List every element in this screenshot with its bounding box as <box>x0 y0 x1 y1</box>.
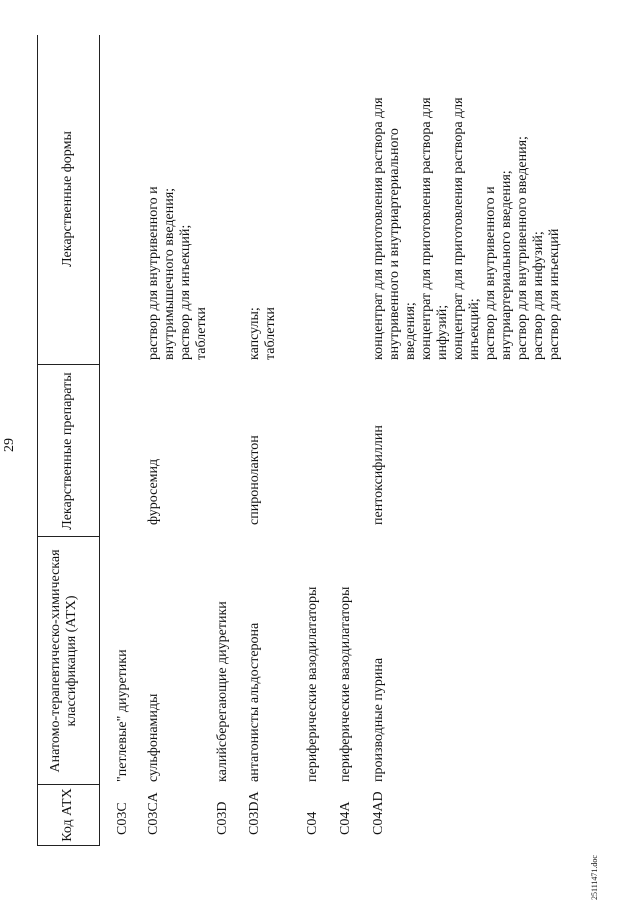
row-code: C03D <box>215 801 230 835</box>
row-code: C03C <box>115 802 130 835</box>
form-line: концентрат для приготовления раствора для <box>371 97 386 360</box>
table-header-separator <box>99 35 100 846</box>
form-line: раствор для инфузий; <box>531 231 546 360</box>
form-line: концентрат для приготовления раствора для <box>451 97 466 360</box>
form-line: концентрат для приготовления раствора для <box>419 97 434 360</box>
form-line: капсулы; <box>247 307 262 360</box>
row-drug: фуросемид <box>146 458 161 525</box>
page-number: 29 <box>2 438 17 452</box>
form-line: введения; <box>403 302 418 360</box>
row-code: C04A <box>338 801 353 835</box>
header-classification: Анатомо-терапевтическо-химическая классификация (АТХ) <box>48 549 79 773</box>
row-classification: производные пурина <box>371 657 386 782</box>
form-line: внутривенного и внутриартериального <box>387 128 402 360</box>
form-line: раствор для инъекций <box>547 228 562 360</box>
table-left-border <box>37 845 100 846</box>
row-classification: сульфонамиды <box>146 693 161 782</box>
row-classification: калийсберегающие диуретики <box>215 601 230 782</box>
form-line: раствор для внутривенного и <box>146 186 161 360</box>
form-line: раствор для внутривенного и <box>483 186 498 360</box>
row-forms <box>146 186 210 360</box>
form-line: таблетки <box>263 307 278 360</box>
row-classification: периферические вазодилататоры <box>305 586 320 782</box>
row-code: C04 <box>305 811 320 835</box>
column-divider-3 <box>37 364 100 365</box>
form-line: внутримышечного введения; <box>162 187 177 360</box>
row-drug: спиронолактон <box>247 435 262 525</box>
row-code: C03DA <box>247 791 262 835</box>
table-top-border <box>37 35 38 846</box>
form-line: раствор для внутривенного введения; <box>515 136 530 360</box>
form-line: инфузий; <box>435 304 450 360</box>
header-drugs: Лекарственные препараты <box>60 372 75 530</box>
column-divider-2 <box>37 536 100 537</box>
row-forms <box>247 307 279 360</box>
row-drug: пентоксифиллин <box>371 425 386 525</box>
form-line: таблетки <box>194 307 209 360</box>
header-forms: Лекарственные формы <box>60 131 75 267</box>
row-code: C04AD <box>371 791 386 835</box>
header-code: Код АТХ <box>60 788 75 842</box>
row-classification: периферические вазодилататоры <box>338 586 353 782</box>
form-line: внутриартериального введения; <box>499 170 514 360</box>
form-line: инъекций; <box>467 298 482 360</box>
row-classification: "петлевые" диуретики <box>115 649 130 782</box>
row-classification: антагонисты альдостерона <box>247 622 262 782</box>
form-line: раствор для инъекций; <box>178 224 193 360</box>
row-code: C03CA <box>146 792 161 835</box>
row-forms <box>371 97 563 360</box>
footer-file-name: 25111471.doc <box>590 855 599 900</box>
